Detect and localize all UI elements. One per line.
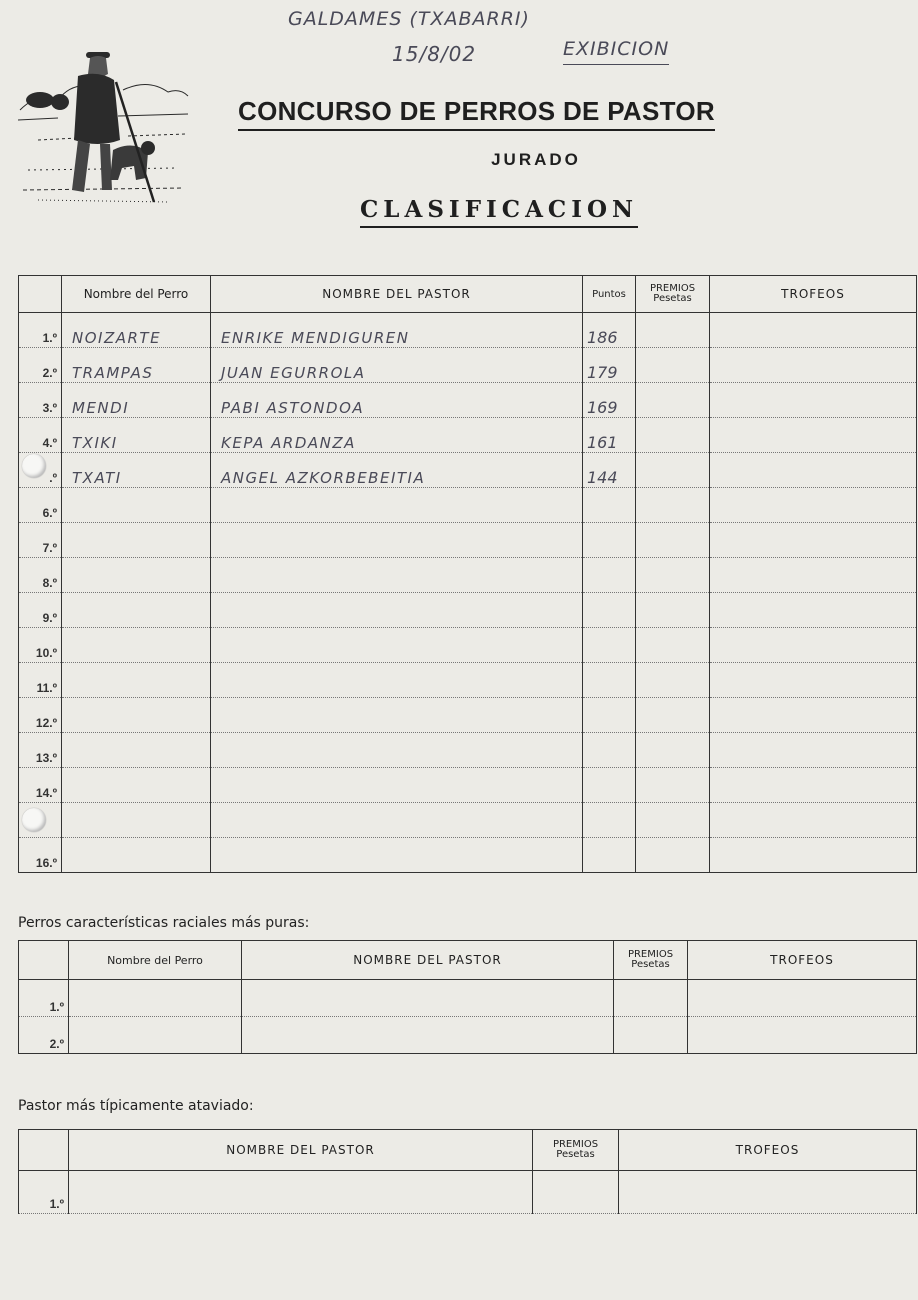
attire-table	[18, 1129, 917, 1214]
trophies-cell	[710, 628, 917, 663]
points-cell	[583, 593, 636, 628]
prizes-cell	[533, 1171, 619, 1214]
shepherd-name-cell	[211, 593, 583, 628]
table-row	[19, 803, 917, 838]
dog-name-cell: TRAMPAS	[62, 348, 211, 383]
row-number: 1.º	[19, 1171, 69, 1214]
row-number: 11.º	[19, 663, 62, 698]
shepherd-name-cell	[69, 1171, 533, 1214]
shepherd-name-cell	[211, 838, 583, 873]
col-number	[19, 1130, 69, 1171]
dog-name-cell	[62, 628, 211, 663]
prizes-cell	[636, 453, 710, 488]
dog-name-cell: MENDI	[62, 383, 211, 418]
col-dog-name: Nombre del Perro	[69, 941, 242, 980]
prizes-cell	[636, 348, 710, 383]
prizes-cell	[636, 838, 710, 873]
col-prizes-line1: PREMIOS	[649, 283, 696, 294]
col-number	[19, 276, 62, 313]
table-row	[19, 593, 917, 628]
col-prizes-line1: PREMIOS	[627, 949, 674, 960]
shepherd-name-cell: JUAN EGURROLA	[211, 348, 583, 383]
points-cell	[583, 663, 636, 698]
table-row	[19, 348, 917, 383]
col-prizes-line2: Pesetas	[631, 959, 670, 970]
col-shepherd-name: NOMBRE DEL PASTOR	[211, 276, 583, 313]
points-cell: 186	[583, 313, 636, 348]
table-row	[19, 663, 917, 698]
table-header	[19, 276, 917, 313]
shepherd-name-cell	[211, 628, 583, 663]
points-cell: 144	[583, 453, 636, 488]
shepherd-name-cell: PABI ASTONDOA	[211, 383, 583, 418]
trophies-cell	[710, 383, 917, 418]
handwritten-exhibition: EXIBICION	[563, 38, 669, 65]
trophies-cell	[710, 453, 917, 488]
table-row	[19, 418, 917, 453]
points-cell	[583, 733, 636, 768]
col-prizes	[614, 941, 688, 980]
col-prizes	[533, 1130, 619, 1171]
shepherd-name-cell	[211, 803, 583, 838]
row-number: 3.º	[19, 383, 62, 418]
shepherd-name-cell: ENRIKE MENDIGUREN	[211, 313, 583, 348]
col-prizes	[636, 276, 710, 313]
table-row	[19, 733, 917, 768]
shepherd-name-cell	[242, 980, 614, 1017]
shepherd-name-cell	[211, 523, 583, 558]
trophies-cell	[710, 768, 917, 803]
col-dog-name: Nombre del Perro	[62, 276, 211, 313]
col-prizes-line2: Pesetas	[556, 1149, 595, 1160]
col-trophies: TROFEOS	[710, 276, 917, 313]
row-number: 14.º	[19, 768, 62, 803]
row-number: .º	[19, 453, 62, 488]
table-row	[19, 453, 917, 488]
row-number: 6.º	[19, 488, 62, 523]
table-row	[19, 838, 917, 873]
col-trophies: TROFEOS	[688, 941, 917, 980]
col-prizes-line2: Pesetas	[653, 293, 692, 304]
dog-name-cell	[69, 980, 242, 1017]
row-number: 13.º	[19, 733, 62, 768]
col-shepherd-name: NOMBRE DEL PASTOR	[242, 941, 614, 980]
trophies-cell	[710, 663, 917, 698]
points-cell	[583, 698, 636, 733]
prizes-cell	[636, 558, 710, 593]
table-header	[19, 1130, 917, 1171]
dog-name-cell	[62, 803, 211, 838]
points-cell: 169	[583, 383, 636, 418]
row-number: 7.º	[19, 523, 62, 558]
col-points: Puntos	[583, 276, 636, 313]
prizes-cell	[636, 803, 710, 838]
row-number: 8.º	[19, 558, 62, 593]
table-row	[19, 628, 917, 663]
shepherd-name-cell	[211, 663, 583, 698]
prizes-cell	[636, 523, 710, 558]
row-number: 1.º	[19, 980, 69, 1017]
row-number: 1.º	[19, 313, 62, 348]
handwritten-date: 15/8/02	[392, 42, 477, 66]
shepherd-name-cell	[211, 698, 583, 733]
prizes-cell	[636, 383, 710, 418]
row-number: 2.º	[19, 348, 62, 383]
shepherd-name-cell: KEPA ARDANZA	[211, 418, 583, 453]
dog-name-cell: TXIKI	[62, 418, 211, 453]
prizes-cell	[636, 663, 710, 698]
trophies-cell	[688, 980, 917, 1017]
row-number: 16.º	[19, 838, 62, 873]
col-number	[19, 941, 69, 980]
section-title: CLASIFICACION	[360, 196, 638, 228]
trophies-cell	[710, 593, 917, 628]
shepherd-name-cell	[211, 558, 583, 593]
col-prizes-line1: PREMIOS	[552, 1139, 599, 1150]
shepherd-illustration	[18, 40, 190, 210]
table-row	[19, 768, 917, 803]
trophies-cell	[710, 733, 917, 768]
dog-name-cell	[69, 1017, 242, 1054]
dog-name-cell	[62, 558, 211, 593]
dog-name-cell	[62, 733, 211, 768]
table-row	[19, 383, 917, 418]
dog-name-cell	[62, 838, 211, 873]
prizes-cell	[636, 698, 710, 733]
points-cell	[583, 628, 636, 663]
shepherd-name-cell	[211, 488, 583, 523]
row-number: 2.º	[19, 1017, 69, 1054]
page-subtitle: JURADO	[491, 150, 581, 169]
trophies-cell	[710, 523, 917, 558]
trophies-cell	[710, 418, 917, 453]
trophies-cell	[710, 838, 917, 873]
prizes-cell	[614, 980, 688, 1017]
table-row	[19, 1171, 917, 1214]
points-cell	[583, 803, 636, 838]
trophies-cell	[710, 488, 917, 523]
prizes-cell	[614, 1017, 688, 1054]
points-cell: 179	[583, 348, 636, 383]
dog-name-cell	[62, 488, 211, 523]
prizes-cell	[636, 418, 710, 453]
table-header	[19, 941, 917, 980]
shepherd-name-cell	[211, 733, 583, 768]
dog-name-cell	[62, 593, 211, 628]
racial-table	[18, 940, 917, 1054]
points-cell	[583, 558, 636, 593]
table-row	[19, 523, 917, 558]
table-row	[19, 1017, 917, 1054]
trophies-cell	[710, 698, 917, 733]
points-cell	[583, 768, 636, 803]
row-number: 10.º	[19, 628, 62, 663]
dog-name-cell	[62, 698, 211, 733]
prizes-cell	[636, 593, 710, 628]
trophies-cell	[710, 558, 917, 593]
dog-name-cell	[62, 768, 211, 803]
trophies-cell	[688, 1017, 917, 1054]
prizes-cell	[636, 313, 710, 348]
punch-hole-top	[22, 454, 46, 478]
col-shepherd-name: NOMBRE DEL PASTOR	[69, 1130, 533, 1171]
page-title: CONCURSO DE PERROS DE PASTOR	[238, 96, 715, 131]
attire-section-label: Pastor más típicamente ataviado:	[18, 1098, 254, 1114]
trophies-cell	[619, 1171, 917, 1214]
points-cell: 161	[583, 418, 636, 453]
shepherd-name-cell: ANGEL AZKORBEBEITIA	[211, 453, 583, 488]
row-number: 12.º	[19, 698, 62, 733]
prizes-cell	[636, 733, 710, 768]
racial-section-label: Perros características raciales más puras:	[18, 915, 310, 931]
row-number: 4.º	[19, 418, 62, 453]
prizes-cell	[636, 628, 710, 663]
punch-hole-bottom	[22, 808, 46, 832]
row-number: 9.º	[19, 593, 62, 628]
points-cell	[583, 488, 636, 523]
prizes-cell	[636, 488, 710, 523]
shepherd-name-cell	[211, 768, 583, 803]
table-row	[19, 488, 917, 523]
col-trophies: TROFEOS	[619, 1130, 917, 1171]
table-row	[19, 313, 917, 348]
points-cell	[583, 838, 636, 873]
dog-name-cell: NOIZARTE	[62, 313, 211, 348]
trophies-cell	[710, 348, 917, 383]
dog-name-cell	[62, 663, 211, 698]
dog-name-cell	[62, 523, 211, 558]
handwritten-location: GALDAMES (TXABARRI)	[288, 8, 530, 30]
trophies-cell	[710, 803, 917, 838]
points-cell	[583, 523, 636, 558]
table-row	[19, 698, 917, 733]
table-row	[19, 980, 917, 1017]
table-row	[19, 558, 917, 593]
classification-table	[18, 275, 917, 873]
dog-name-cell: TXATI	[62, 453, 211, 488]
trophies-cell	[710, 313, 917, 348]
prizes-cell	[636, 768, 710, 803]
shepherd-name-cell	[242, 1017, 614, 1054]
